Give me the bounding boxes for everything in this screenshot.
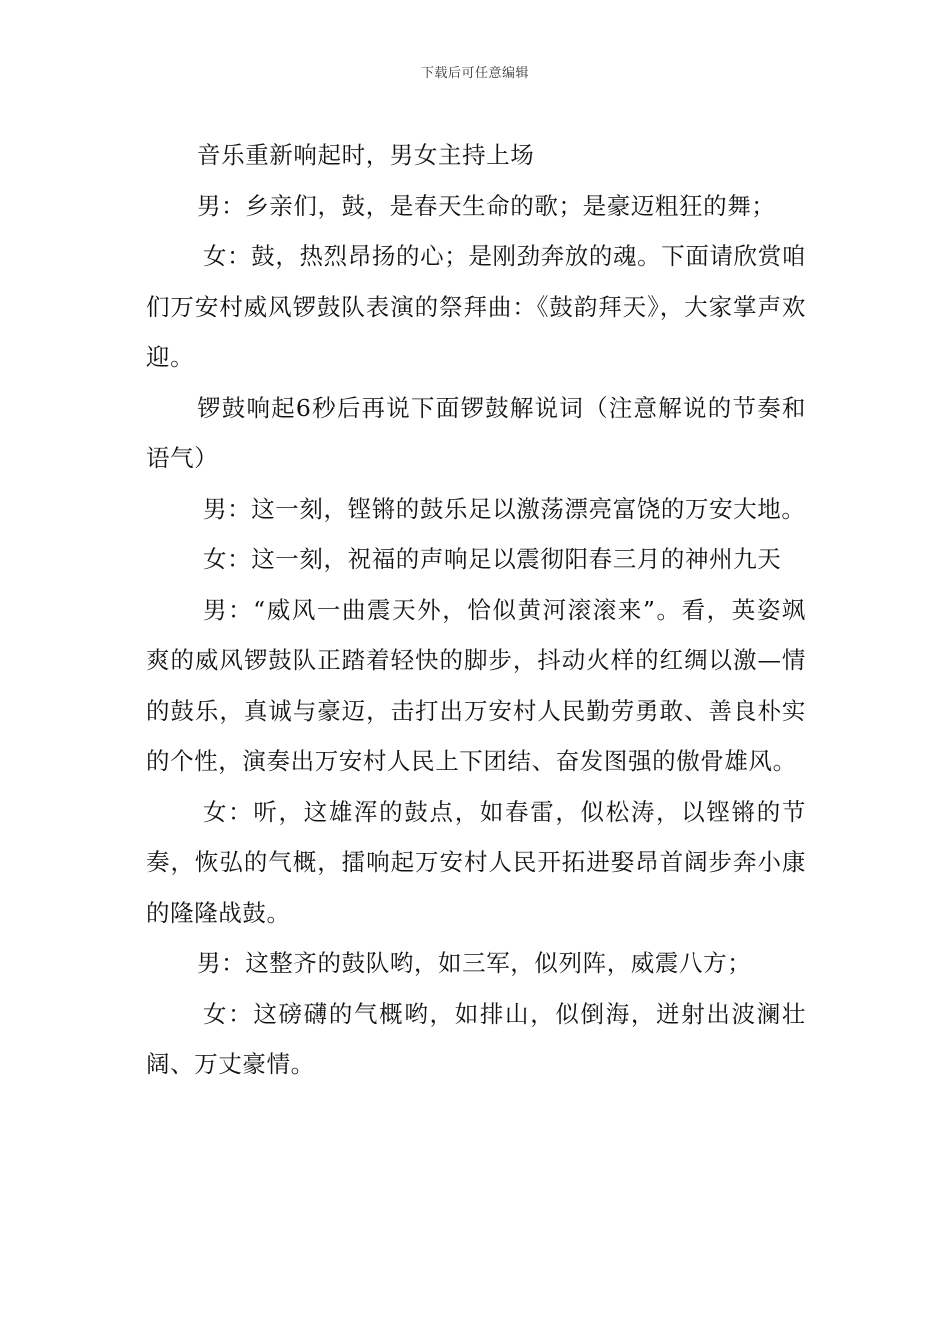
paragraph-female-3: 女：听，这雄浑的鼓点，如春雷，似松涛，以铿锵的节奏，恢弘的气概，擂响起万安村人民开拓进娶昂首阔步奔小康的隆隆战鼓。 [146, 797, 806, 927]
paragraph-male-1: 男：乡亲们，鼓，是春天生命的歌；是豪迈粗狂的舞； [197, 191, 776, 220]
paragraph-stage-direction: 音乐重新响起时，男女主持上场 [197, 141, 535, 169]
paragraph-female-4: 女：这磅礴的气概哟，如排山，似倒海，迸射出波澜壮阔、万丈豪情。 [146, 999, 806, 1078]
paragraph-male-2: 男：这一刻，铿锵的鼓乐足以激荡漂亮富饶的万安大地。 [203, 494, 806, 523]
page-header-note: 下载后可任意编辑 [420, 66, 529, 81]
paragraph-male-3: 男：“威风一曲震天外，恰似黄河滚滚来”。看，英姿飒爽的威风锣鼓队正踏着轻快的脚步，抖动火样的红绸以激—情的鼓乐，真诚与豪迈，击打出万安村人民勤劳勇敢、善良朴实的个性，演奏出万安村人民上下团结、奋发图强的傲骨雄风。 [146, 595, 806, 775]
paragraph-male-4: 男：这整齐的鼓队哟，如三军，似列阵，威震八方； [197, 949, 752, 977]
paragraph-female-1: 女：鼓，热烈昂扬的心；是刚劲奔放的魂。下面请欣赏咱们万安村威风锣鼓队表演的祭拜曲：《鼓韵拜天》，大家掌声欢迎。 [146, 242, 806, 371]
document-body [146, 130, 806, 1090]
paragraph-female-2: 女：这一刻，祝福的声响足以震彻阳春三月的神州九天 [203, 545, 782, 573]
paragraph-drum-note: 锣鼓响起6秒后再说下面锣鼓解说词（注意解说的节奏和语气） [146, 393, 806, 472]
